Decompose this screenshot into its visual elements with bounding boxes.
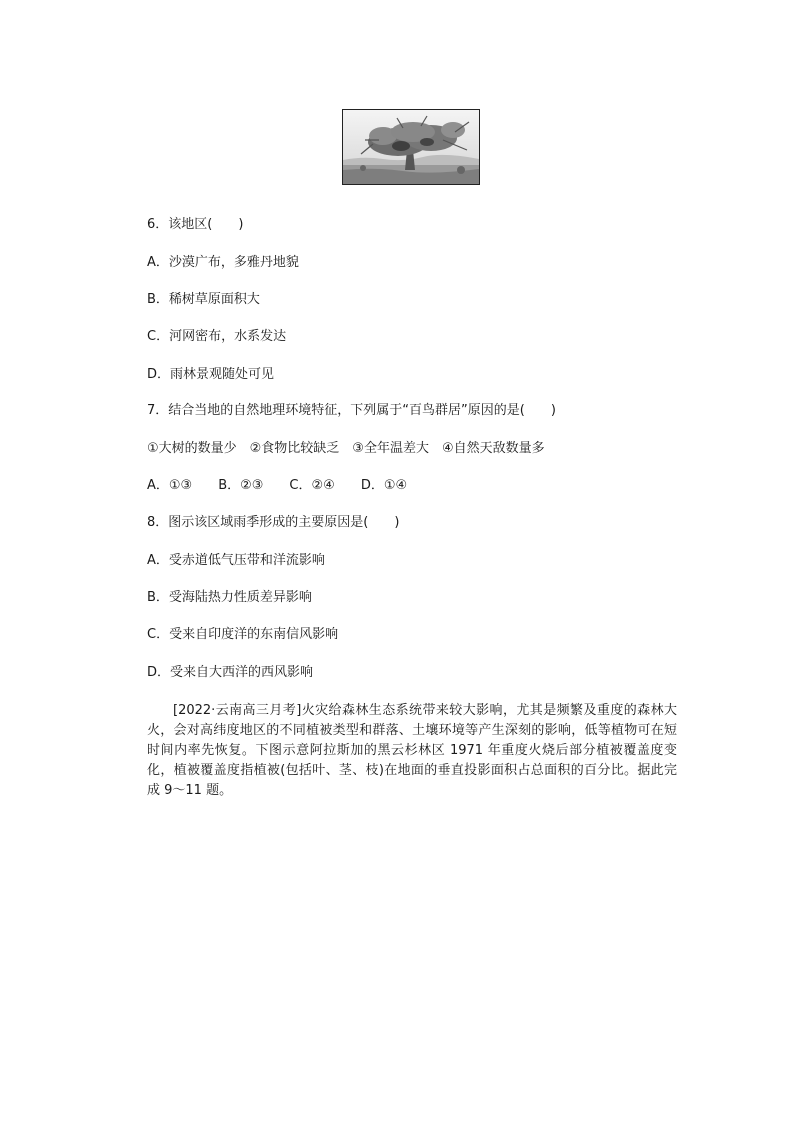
question-8-option-d: D．受来自大西洋的西风影响: [147, 665, 314, 680]
question-6-option-a: A．沙漠广布，多雅丹地貌: [147, 255, 299, 270]
question-8-option-b: B．受海陆热力性质差异影响: [147, 590, 312, 605]
question-6-option-d: D．雨林景观随处可见: [147, 367, 275, 382]
question-7-choices: A．①③ B．②③ C．②④ D．①④: [147, 478, 408, 493]
question-8-stem: 8．图示该区域雨季形成的主要原因是( ): [147, 515, 400, 530]
question-6-option-b: B．稀树草原面积大: [147, 292, 260, 307]
savanna-tree-photo: [342, 109, 480, 185]
question-8-option-a: A．受赤道低气压带和洋流影响: [147, 553, 325, 568]
question-7-statements: ①大树的数量少 ②食物比较缺乏 ③全年温差大 ④自然天敌数量多: [147, 441, 545, 456]
passage-intro: [2022·云南高三月考]火灾给森林生态系统带来较大影响，尤其是频繁及重度的森林大火，会对高纬度地区的不同植被类型和群落、土壤环境等产生深刻的影响，低等植物可在短时间内率先恢复。下图示意阿拉斯加的黑云杉林区 1971 年重度火烧后部分植被覆盖度变化，植被覆盖度指植被(包括叶、茎、枝)在地面的垂直投影面积占总面积的百分比。据此完成 9～11 题。: [147, 703, 677, 798]
question-6-stem: 6．该地区( ): [147, 217, 244, 232]
question-7-stem: 7．结合当地的自然地理环境特征，下列属于“百鸟群居”原因的是( ): [147, 403, 556, 418]
question-6-option-c: C．河网密布，水系发达: [147, 329, 287, 344]
question-8-option-c: C．受来自印度洋的东南信风影响: [147, 627, 339, 642]
